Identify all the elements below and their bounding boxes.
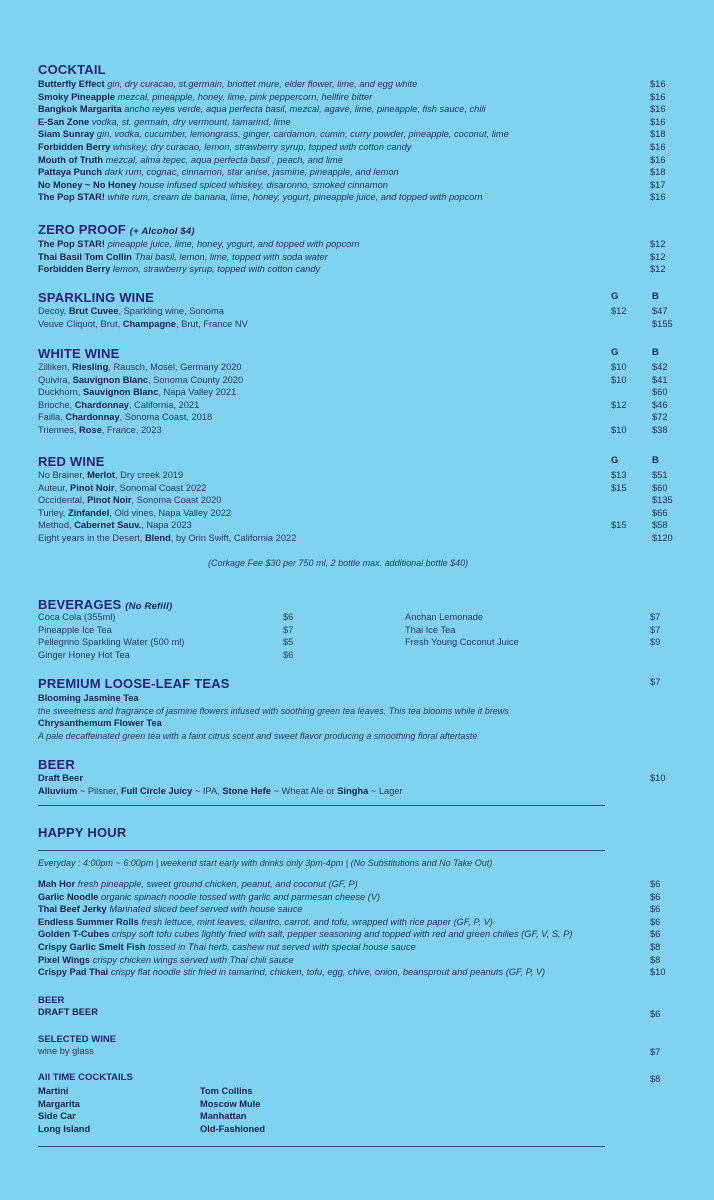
item-price: $16: [650, 116, 666, 127]
hh-wine-title: SELECTED WINE: [38, 1034, 117, 1045]
wine-varietal: Riesling: [72, 362, 109, 372]
item-name: Thai Basil Tom Collin: [38, 251, 132, 262]
item-name: Endless Summer Rolls: [38, 916, 139, 927]
item-name: The Pop STAR!: [38, 192, 105, 203]
cocktail-item: [38, 179, 678, 192]
glass-price: $12: [611, 306, 627, 316]
bottle-price: $135: [652, 495, 673, 506]
item-description: Thai basil, lemon, lime, topped with soda water: [134, 251, 328, 262]
item-name: Mah Hor: [38, 879, 76, 889]
cocktail-name: Martini: [38, 1086, 69, 1096]
item-description: fresh lettuce, mint leaves, cilantro, carrot, and tofu, wrapped with rice paper (GF, P, V): [141, 916, 493, 927]
item-name: No Money ~ No Honey: [38, 179, 137, 190]
white-wine-title: WHITE WINE: [38, 346, 120, 361]
cocktail-name: Old-Fashioned: [200, 1123, 266, 1134]
tea-name-row: [38, 717, 678, 730]
item-description: crispy flat noodle stir fried in tamarind, chicken, tofu, egg, chive, onion, beansprout and peanuts (GF, P, V): [110, 967, 546, 978]
wine-name: [38, 306, 224, 316]
item-name: E-San Zone: [38, 116, 90, 127]
happy-hour-item: [38, 891, 678, 904]
item-name: Crispy Garlic Smelt Fish: [38, 941, 146, 952]
item-price: $8: [650, 954, 661, 965]
wine-varietal: Cabernet Sauv.: [74, 520, 142, 531]
wine-name: [38, 520, 192, 530]
tea-name: Chrysanthemum Flower Tea: [38, 718, 162, 729]
beer-style: ~ Wheat Ale or: [270, 785, 338, 796]
happy-hour-item: [38, 941, 678, 954]
white-bottle-header: B: [652, 347, 659, 358]
item-description: fresh pineapple, sweet ground chicken, peanut, and coconut (GF, P): [77, 879, 358, 889]
divider: [38, 805, 605, 806]
wine-name: [38, 533, 296, 543]
beer-style: ~ Pilsner,: [77, 785, 121, 796]
bottle-price: $38: [652, 424, 668, 435]
wine-varietal: Rose: [79, 424, 102, 435]
item-description: house infused spiced whiskey, disaronno, smoked cinnamon: [139, 179, 388, 190]
happy-hour-schedule: Everyday : 4:00pm ~ 6:00pm | weekend start early with drinks only 3pm-4pm | (No Substitutions and No Take Out): [38, 858, 493, 868]
beverages-title: [38, 597, 678, 612]
item-description: Marinated sliced beef served with house sauce: [109, 904, 303, 915]
beverage-name: Pineapple Ice Tea: [38, 624, 112, 635]
item-name: Smoky Pineapple: [38, 91, 115, 102]
bottle-price: $51: [652, 470, 668, 480]
bottle-price: $72: [652, 412, 668, 423]
bottle-price: $155: [652, 318, 673, 329]
beer-style: ~ Lager: [368, 785, 403, 796]
wine-varietal: Pinot Noir: [87, 495, 132, 506]
cocktail-item: [38, 166, 678, 179]
bottle-price: $66: [652, 507, 668, 518]
hh-wine-price: $7: [650, 1047, 661, 1057]
zero-proof-item: [38, 263, 678, 276]
wine-details: , Napa 2023: [141, 520, 192, 531]
hh-beer-item: DRAFT BEER: [38, 1007, 98, 1017]
wine-details: , Old vines, Napa Valley 2022: [109, 507, 232, 518]
wine-details: , Sonoma County 2020: [148, 374, 244, 385]
wine-name: [38, 508, 231, 518]
wine-producer: Occidental,: [38, 495, 88, 506]
cocktail-name: Long Island: [38, 1123, 91, 1134]
wine-details: , Dry creek 2019: [115, 470, 184, 480]
wine-name: [38, 483, 206, 493]
wine-producer: Veuve Cliquot, Brut,: [38, 318, 123, 329]
wine-varietal: Sauvignon Blanc: [72, 374, 149, 385]
zero-proof-item: [38, 251, 678, 264]
item-description: gin, vodka, cucumber, lemongrass, ginger, cardamon, cumin, curry powder, pineapple, coconut, lime: [96, 129, 509, 140]
beverage-price: $6: [283, 612, 294, 622]
teas-title: PREMIUM LOOSE-LEAF TEAS: [38, 676, 230, 691]
item-price: $6: [650, 891, 661, 902]
wine-varietal: Blend: [144, 532, 171, 543]
hh-cocktails-title: All TIME COCKTAILS: [38, 1072, 133, 1083]
glass-price: $15: [611, 482, 627, 493]
beverage-price: $7: [650, 612, 661, 622]
beverage-price: $7: [283, 624, 294, 635]
item-name: Siam Sunray: [38, 129, 95, 140]
item-description: white rum, cream de banana, lime, honey, yogurt, pineapple juice, and topped with popcorn: [107, 192, 483, 203]
sparkling-bottle-header: B: [652, 291, 659, 302]
white-wine-section: [38, 346, 678, 437]
teas-section: [38, 676, 678, 742]
item-description: tossed in Thai herb, cashew nut served with special house sauce: [148, 941, 416, 952]
beverage-price: $9: [650, 637, 661, 648]
cocktail-item: [38, 103, 678, 116]
happy-hour-item: [38, 903, 678, 916]
happy-hour-item: [38, 916, 678, 929]
item-description: vodka, st. germain, dry vermount, tamarind, lime: [91, 116, 291, 127]
wine-varietal: Champagne: [122, 318, 176, 329]
item-description: organic spinach noodle tossed with garlic and parmesan cheese (V): [101, 891, 381, 902]
beverage-name: Thai Ice Tea: [405, 624, 456, 635]
wine-details: , Sparkling wine, Sonoma: [118, 306, 224, 316]
glass-price: $10: [611, 424, 627, 435]
white-glass-header: G: [611, 347, 619, 358]
glass-price: $12: [611, 399, 627, 410]
wine-producer: Duckhorn,: [38, 387, 83, 398]
beer-name: Alluvium: [38, 785, 78, 796]
bottle-price: $41: [652, 374, 668, 385]
wine-details: , Sonoma Coast, 2018: [119, 412, 213, 423]
happy-hour-item: [38, 928, 678, 941]
item-price: $6: [650, 916, 661, 927]
glass-price: $15: [611, 520, 627, 531]
item-price: $12: [650, 264, 666, 275]
item-price: $16: [650, 104, 666, 115]
item-name: The Pop STAR!: [38, 239, 105, 249]
beverages-subtitle: (No Refill): [125, 601, 173, 612]
sparkling-section: [38, 290, 678, 330]
tea-description: A pale decaffeinated green tea with a faint citrus scent and sweet flavor producing a smoothing floral aftertaste: [38, 730, 478, 741]
item-description: crispy chicken wings served with Thai chili sauce: [92, 954, 294, 965]
wine-item: [38, 374, 678, 387]
wine-varietal: Chardonnay: [74, 399, 129, 410]
cocktail-name: Side Car: [38, 1111, 76, 1122]
beer-section: [38, 757, 678, 797]
glass-price: $10: [611, 362, 627, 372]
wine-producer: Auteur,: [38, 482, 71, 493]
wine-item: [38, 519, 678, 532]
bottle-price: $42: [652, 362, 668, 372]
item-description: crispy soft tofu cubes lightly fried with salt, pepper seasoning and topped with red and green chilies (GF, V, S, P): [111, 929, 573, 940]
zero-proof-subtitle: (+ Alcohol $4): [129, 226, 195, 237]
cocktail-section: [38, 62, 678, 204]
tea-name-row: [38, 692, 678, 705]
item-price: $12: [650, 239, 666, 249]
beverages-section: [38, 597, 678, 660]
item-name: Crispy Pad Thai: [38, 967, 109, 978]
item-price: $16: [650, 141, 666, 152]
wine-producer: Eight years in the Desert,: [38, 532, 145, 543]
teas-price: $7: [650, 677, 661, 688]
red-wine-title: RED WINE: [38, 454, 105, 469]
item-name: Forbidden Berry: [38, 264, 111, 275]
happy-hour-section: [38, 825, 678, 840]
draft-beer-price: $10: [650, 773, 666, 783]
cocktail-name: Manhattan: [200, 1111, 247, 1122]
happy-hour-item: [38, 966, 678, 979]
bottle-price: $120: [652, 532, 673, 543]
wine-item: [38, 482, 678, 495]
glass-price: $10: [611, 374, 627, 385]
wine-item: [38, 424, 678, 437]
wine-details: , by Orin Swift, California 2022: [170, 532, 297, 543]
cocktail-item: [38, 78, 678, 91]
happy-hour-title: HAPPY HOUR: [38, 825, 127, 840]
item-price: $16: [650, 154, 666, 165]
wine-producer: No Brainer,: [38, 470, 88, 480]
item-name: Pixel Wings: [38, 954, 91, 965]
item-description: ancho reyes verde, aqua perfecta basil, mezcal, agave, lime, pineapple, fish sauce, chili: [124, 104, 486, 115]
item-price: $6: [650, 904, 661, 915]
item-description: dark rum, cognac, cinnamon, star anise, jasmine, pineapple, and lemon: [104, 167, 399, 178]
happy-hour-beer: [38, 995, 678, 1019]
item-price: $6: [650, 929, 661, 940]
item-price: $16: [650, 91, 666, 102]
cocktail-name: Moscow Mule: [200, 1098, 261, 1109]
wine-details: , Sonomal Coast 2022: [114, 482, 207, 493]
zero-proof-heading: ZERO PROOF: [38, 222, 126, 237]
item-name: Bangkok Margarita: [38, 104, 122, 115]
red-wine-section: [38, 454, 678, 545]
happy-hour-item: [38, 954, 678, 967]
hh-beer-row: [38, 1006, 678, 1019]
item-price: $16: [650, 79, 666, 89]
item-name: Golden T-Cubes: [38, 929, 110, 940]
happy-hour-food: [38, 878, 678, 979]
corkage-note: (Corkage Fee $30 per 750 ml, 2 bottle max. additional bottle $40): [208, 558, 469, 568]
draft-beer-row: [38, 772, 678, 785]
item-price: $18: [650, 167, 666, 178]
beverage-price: $7: [650, 624, 661, 635]
item-description: pineapple juice, lime, honey, yogurt, and topped with popcorn: [107, 239, 360, 249]
wine-name: [38, 387, 236, 397]
tea-description: the sweetness and fragrance of jasmine flowers infused with soothing green tea leaves. This tea blooms while it brews: [38, 705, 509, 716]
beer-options: [38, 785, 678, 798]
wine-varietal: Zinfandel: [67, 507, 110, 518]
hh-beer-title: BEER: [38, 995, 65, 1006]
glass-price: $13: [611, 470, 627, 480]
wine-item: [38, 399, 678, 412]
wine-producer: Brioche,: [38, 399, 75, 410]
item-price: $18: [650, 129, 666, 140]
beverage-name: Ginger Honey Hot Tea: [38, 649, 130, 660]
zero-proof-title: [38, 222, 678, 237]
wine-producer: Quivira,: [38, 374, 73, 385]
divider: [38, 1146, 605, 1147]
wine-details: , Napa Valley 2021: [158, 387, 237, 398]
beverage-price: $5: [283, 637, 294, 648]
hh-beer-price: $6: [650, 1009, 661, 1019]
wine-name: [38, 319, 248, 329]
zero-proof-section: [38, 222, 678, 276]
wine-item: [38, 386, 678, 399]
divider: [38, 850, 605, 851]
wine-item: [38, 507, 678, 520]
red-glass-header: G: [611, 455, 619, 466]
bottle-price: $58: [652, 520, 668, 531]
item-name: Butterfly Effect: [38, 79, 105, 89]
cocktail-item: [38, 116, 678, 129]
item-price: $6: [650, 879, 661, 889]
sparkling-title: SPARKLING WINE: [38, 290, 154, 305]
beer-name: Full Circle Juicy: [120, 785, 193, 796]
cocktail-name: Margarita: [38, 1098, 80, 1109]
wine-details: , France, 2023: [101, 424, 162, 435]
wine-name: [38, 470, 183, 480]
wine-producer: Decoy,: [38, 306, 69, 316]
wine-producer: Failla,: [38, 412, 66, 423]
item-name: Pattaya Punch: [38, 167, 103, 178]
wine-details: , Sonoma Coast 2020: [131, 495, 222, 506]
beverage-price: $6: [283, 649, 294, 660]
wine-varietal: Chardonnay: [65, 412, 120, 423]
wine-name: [38, 362, 242, 372]
wine-item: [38, 494, 678, 507]
beverage-name: Fresh Young Coconut Juice: [405, 637, 519, 648]
beer-title: BEER: [38, 757, 75, 772]
wine-varietal: Sauvignon Blanc: [82, 387, 159, 398]
wine-details: , Brut, France NV: [175, 318, 248, 329]
item-description: whiskey, dry curacao, lemon, strawberry syrup, topped with cotton candy: [112, 141, 412, 152]
item-description: lemon, strawberry syrup, topped with cotton candy: [112, 264, 321, 275]
wine-item: [38, 411, 678, 424]
item-name: Thai Beef Jerky: [38, 904, 107, 915]
item-price: $16: [650, 192, 666, 203]
wine-item: [38, 532, 678, 545]
wine-details: , Rausch, Mosel, Germany 2020: [108, 362, 242, 372]
wine-item: [38, 305, 678, 318]
happy-hour-cocktails: [38, 1072, 678, 1134]
wine-producer: Triennes,: [38, 424, 79, 435]
wine-varietal: Pinot Noir: [70, 482, 115, 493]
cocktail-name: Tom Collins: [200, 1086, 253, 1096]
wine-name: [38, 412, 212, 422]
beverage-name: Anchan Lemonade: [405, 612, 484, 622]
hh-cocktails-price: $8: [650, 1074, 661, 1084]
item-name: Forbidden Berry: [38, 141, 111, 152]
wine-producer: Method,: [38, 520, 75, 531]
bottle-price: $46: [652, 399, 668, 410]
item-price: $17: [650, 179, 666, 190]
red-bottle-header: B: [652, 455, 659, 466]
beer-style: ~ IPA,: [192, 785, 223, 796]
wine-name: [38, 495, 221, 505]
wine-name: [38, 375, 243, 385]
item-description: mezcal, pineapple, honey, lime, pink peppercorn, hellfire bitter: [117, 91, 373, 102]
wine-details: , California, 2021: [128, 399, 200, 410]
wine-varietal: Brut Cuvee: [68, 306, 119, 316]
wine-producer: Zilliken,: [38, 362, 73, 372]
tea-name: Blooming Jasmine Tea: [38, 693, 139, 703]
wine-name: [38, 425, 162, 435]
hh-wine-row: [38, 1045, 678, 1058]
beverages-heading: BEVERAGES: [38, 597, 122, 612]
item-price: $12: [650, 251, 666, 262]
cocktail-item: [38, 91, 678, 104]
wine-item: [38, 318, 678, 331]
item-name: Mouth of Truth: [38, 154, 104, 165]
beverage-name: Coca Cola (355ml): [38, 612, 116, 622]
bottle-price: $60: [652, 482, 668, 493]
item-description: mezcal, alma tepec, aqua perfecta basil , peach, and lime: [105, 154, 343, 165]
wine-varietal: Merlot: [87, 470, 115, 480]
beer-name: Stone Hefe: [222, 785, 271, 796]
cocktail-item: [38, 128, 678, 141]
item-name: Garlic Noodle: [38, 891, 99, 902]
cocktail-item: [38, 141, 678, 154]
happy-hour-item: [38, 878, 678, 891]
beverage-name: Pellegrino Sparkling Water (500 ml): [38, 637, 185, 648]
zero-proof-item: [38, 238, 678, 251]
wine-name: [38, 400, 199, 410]
wine-item: [38, 361, 678, 374]
cocktail-item: [38, 191, 678, 204]
cocktail-title: COCKTAIL: [38, 62, 106, 77]
hh-wine-item: wine by glass: [38, 1046, 94, 1056]
happy-hour-wine: [38, 1034, 678, 1058]
item-price: $8: [650, 941, 661, 952]
item-price: $10: [650, 967, 666, 978]
cocktail-item: [38, 154, 678, 167]
bottle-price: $47: [652, 306, 668, 316]
beer-name: Singha: [337, 785, 369, 796]
wine-producer: Turley,: [38, 507, 68, 518]
sparkling-glass-header: G: [611, 291, 619, 302]
item-description: gin, dry curacao, st.germain, briottet mure, elder flower, lime, and egg white: [107, 79, 418, 89]
draft-beer-label: Draft Beer: [38, 773, 83, 783]
wine-item: [38, 469, 678, 482]
bottle-price: $60: [652, 387, 668, 398]
